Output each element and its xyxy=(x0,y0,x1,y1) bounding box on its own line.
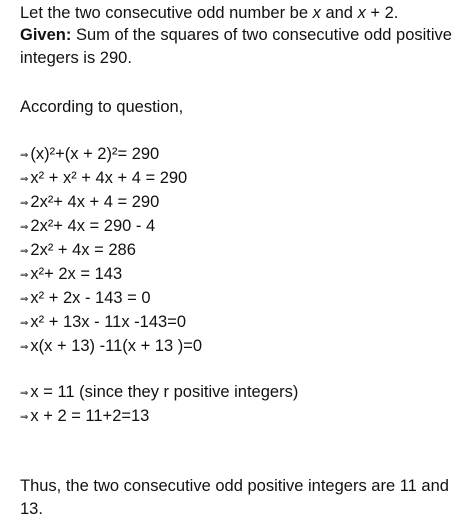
step-3-text: 2x²+ 4x + 4 = 290 xyxy=(30,193,160,211)
implies-arrow-icon: ⇒ xyxy=(20,318,29,329)
implies-arrow-icon: ⇒ xyxy=(20,246,29,257)
step-4-text: 2x²+ 4x = 290 - 4 xyxy=(30,217,156,235)
implies-arrow-icon: ⇒ xyxy=(20,342,29,353)
given-paragraph xyxy=(20,24,460,70)
step-2 xyxy=(20,168,187,190)
step-5 xyxy=(20,240,136,262)
implies-arrow-icon: ⇒ xyxy=(20,412,29,423)
according-heading: According to question, xyxy=(20,98,184,116)
intro-line xyxy=(20,3,398,23)
step-8-text: x² + 13x - 11x -143=0 xyxy=(30,313,187,331)
step-6 xyxy=(20,264,122,286)
given-text: Sum of the squares of two consecutive odd positive integers is 290. xyxy=(20,26,452,67)
implies-arrow-icon: ⇒ xyxy=(20,174,29,185)
conclusion-paragraph: Thus, the two consecutive odd positive integers are 11 and 13. xyxy=(20,477,449,518)
implies-arrow-icon: ⇒ xyxy=(20,198,29,209)
implies-arrow-icon: ⇒ xyxy=(20,388,29,399)
result-2-text: x + 2 = 11+2=13 xyxy=(30,407,150,425)
step-4 xyxy=(20,216,155,238)
implies-arrow-icon: ⇒ xyxy=(20,150,29,161)
step-9 xyxy=(20,336,202,358)
step-3 xyxy=(20,192,159,214)
intro-var-x2: x xyxy=(357,4,366,22)
step-8 xyxy=(20,312,186,334)
step-1 xyxy=(20,144,159,166)
step-6-text: x²+ 2x = 143 xyxy=(30,265,123,283)
implies-arrow-icon: ⇒ xyxy=(20,294,29,305)
implies-arrow-icon: ⇒ xyxy=(20,270,29,281)
intro-text-1: Let the two consecutive odd number be xyxy=(20,4,313,22)
step-2-text: x² + x² + 4x + 4 = 290 xyxy=(30,169,188,187)
given-label: Given: xyxy=(20,26,72,44)
step-9-text: x(x + 13) -11(x + 13 )=0 xyxy=(30,337,203,355)
result-2 xyxy=(20,406,149,428)
intro-text-2: and xyxy=(320,4,358,22)
intro-var-x1: x xyxy=(312,4,321,22)
step-1-text: (x)²+(x + 2)²= 290 xyxy=(30,145,160,163)
step-5-text: 2x² + 4x = 286 xyxy=(30,241,136,259)
implies-arrow-icon: ⇒ xyxy=(20,222,29,233)
step-7 xyxy=(20,288,151,310)
intro-text-3: + 2. xyxy=(365,4,399,22)
result-1-text: x = 11 (since they r positive integers) xyxy=(30,383,299,401)
step-7-text: x² + 2x - 143 = 0 xyxy=(30,289,151,307)
result-1 xyxy=(20,382,298,404)
